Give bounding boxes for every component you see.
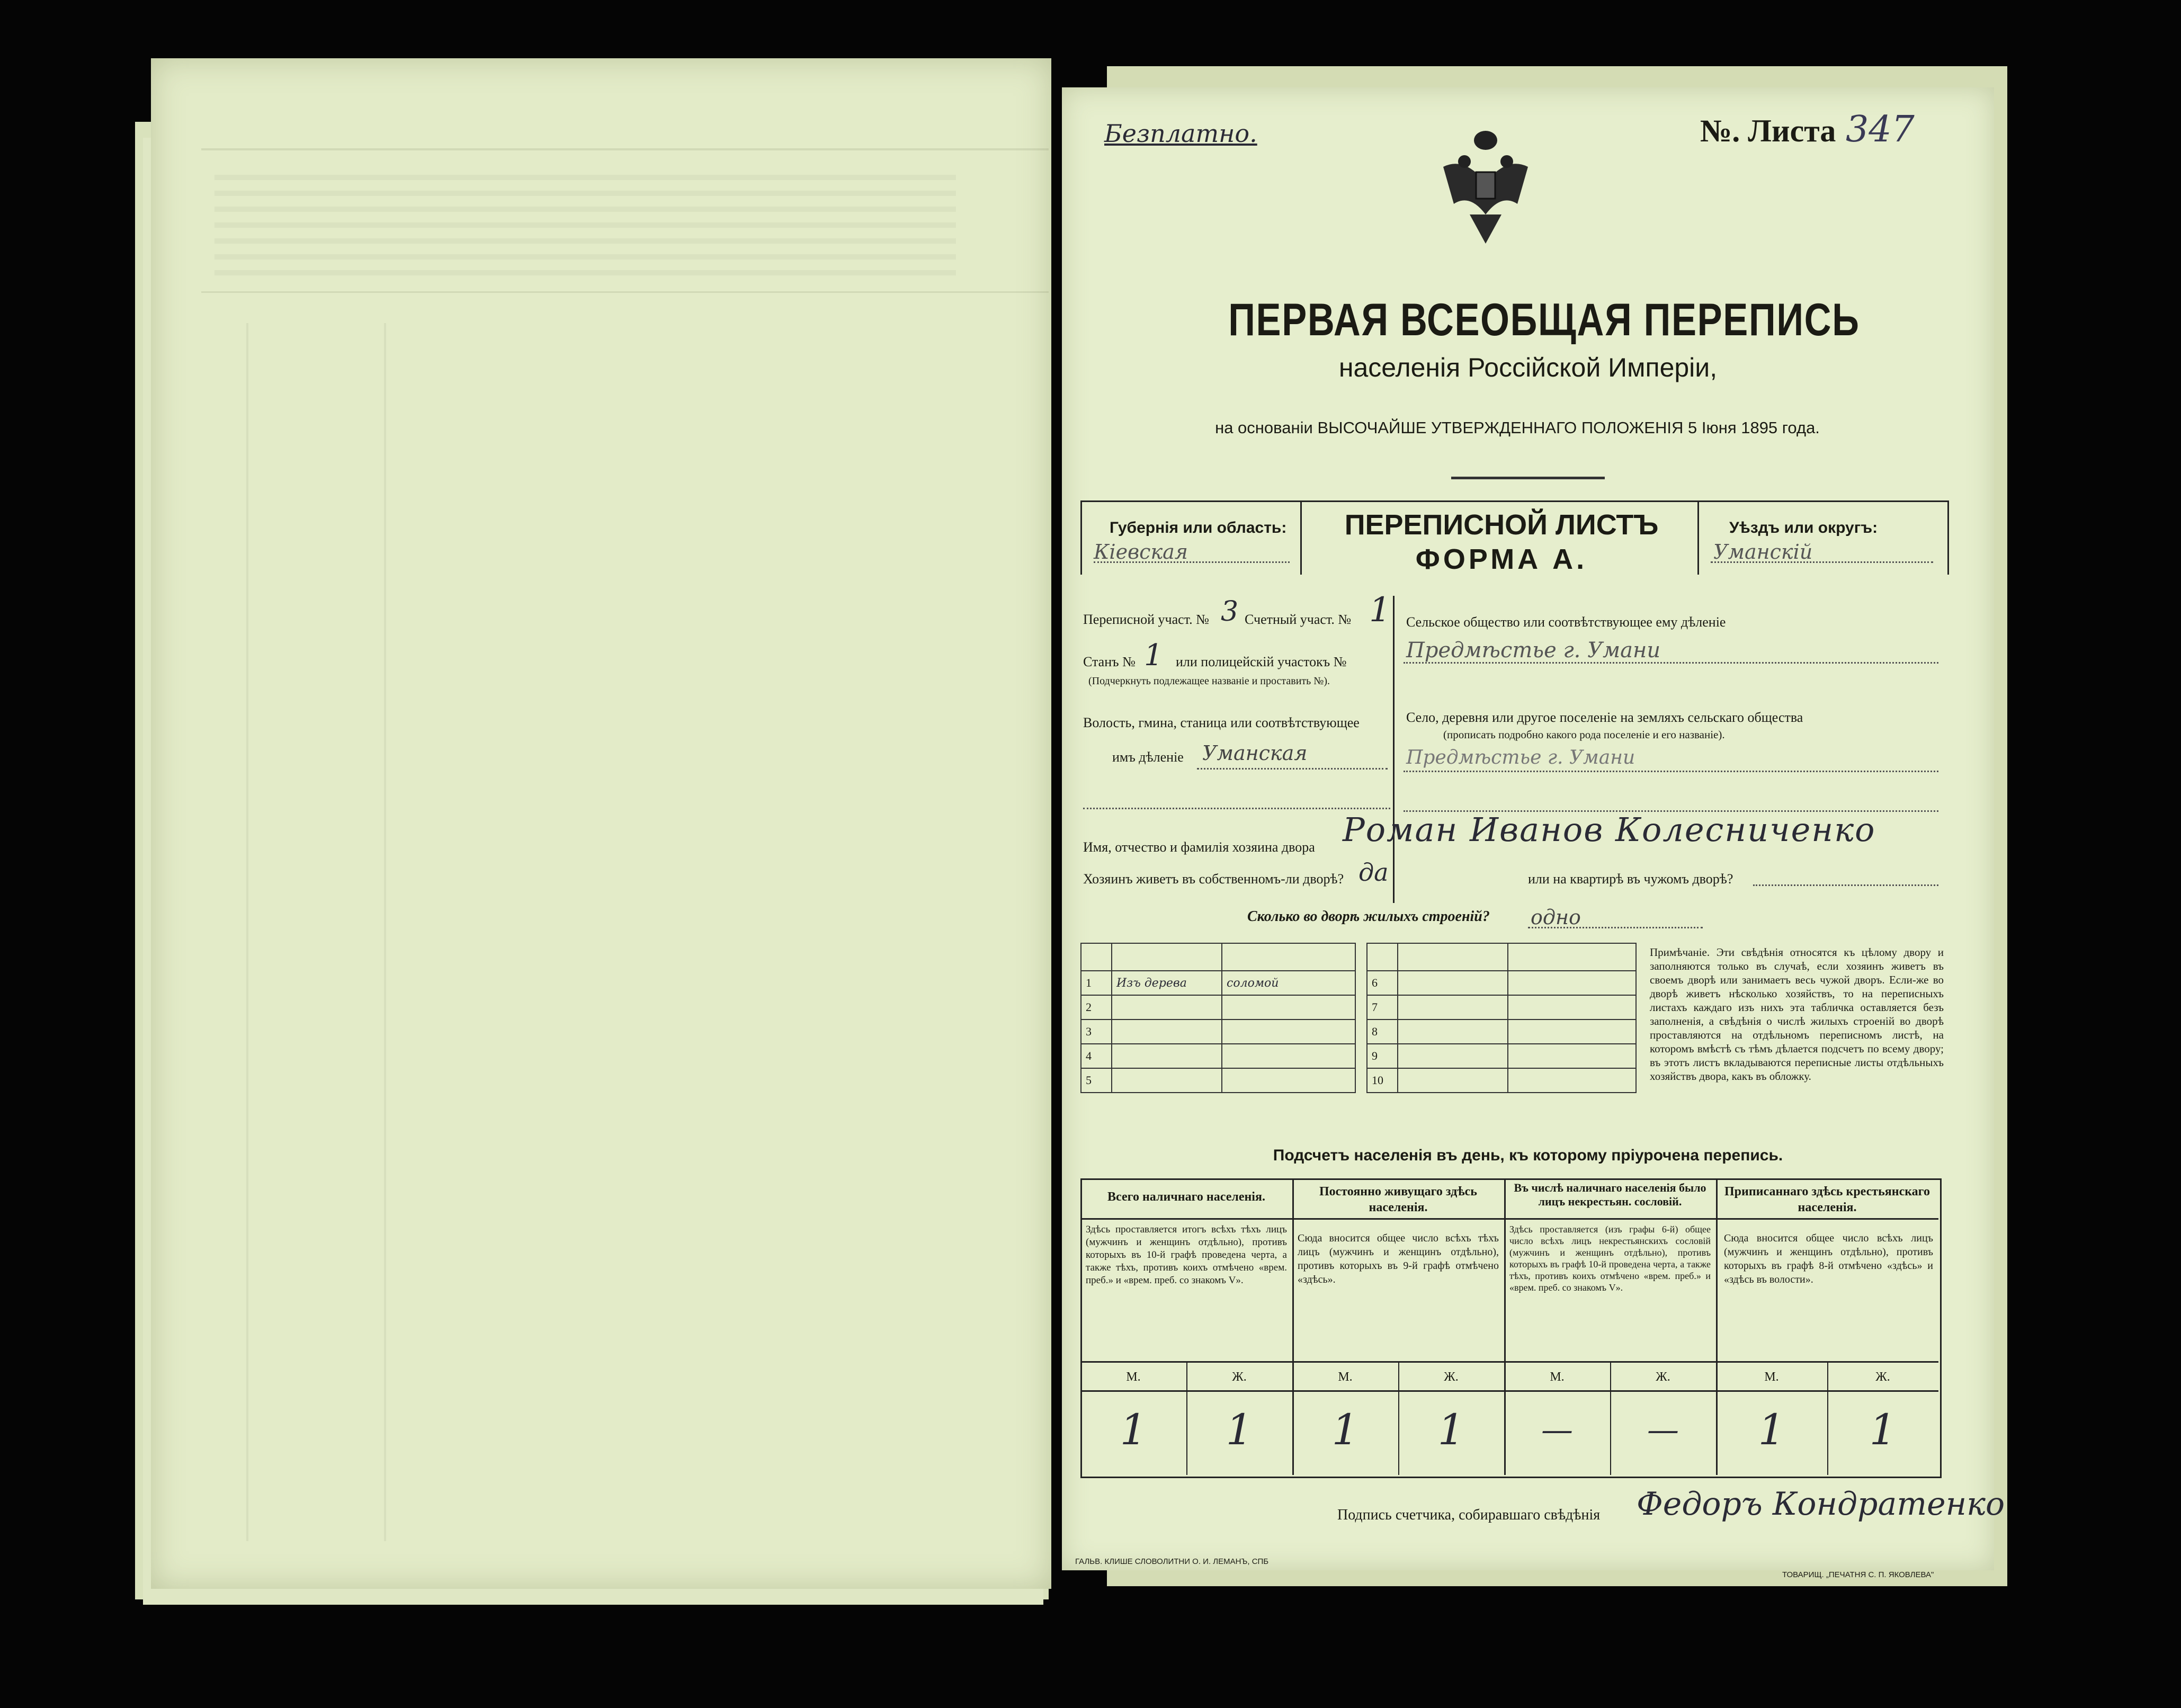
signature-label: Подпись счетчика, собиравшаго свѣдѣнія (1337, 1507, 1601, 1523)
table-row: 9 (1367, 1044, 1636, 1068)
sheet-number-value: 347 (1846, 109, 1915, 150)
pop-resident-f: 1 (1437, 1405, 1465, 1454)
village-note: (прописать подробно какого рода поселеніе и его названіе). (1443, 728, 1725, 741)
district-label: Уѣздъ или округъ: (1729, 519, 1878, 536)
dwelling-table-left (1080, 943, 1356, 1093)
dwelling-table-right (1366, 943, 1637, 1093)
volost-label: Волость, гмина, станица или соотвѣтствующее (1083, 715, 1360, 730)
pop-peasant-f: 1 (1869, 1405, 1897, 1454)
pop-col-2-desc: Сюда вносится общее число всѣхъ тѣхъ лицъ (мужчинъ и женщинъ отдѣльно), противъ которыхъ въ 9-й графѣ отмѣчено «здѣсь». (1298, 1232, 1499, 1285)
f-label: Ж. (1875, 1370, 1890, 1384)
f-label: Ж. (1444, 1370, 1459, 1384)
society-value: Предмѣстье г. Умани (1406, 638, 1661, 663)
table-row: 7 (1367, 995, 1636, 1020)
table-row: 5 (1081, 1068, 1355, 1093)
count-section-label: Счетный участ. № (1245, 612, 1352, 627)
pop-total-m: 1 (1120, 1405, 1147, 1454)
census-form-page (1062, 87, 2005, 1579)
pop-nonpeasant-f: — (1647, 1411, 1679, 1448)
census-section-label: Переписной участ. № (1083, 612, 1209, 627)
village-label: Село, деревня или другое поселеніе на земляхъ сельскаго общества (1406, 710, 1803, 725)
pop-resident-m: 1 (1331, 1405, 1359, 1454)
pop-total-f: 1 (1226, 1405, 1253, 1454)
page-title: ПЕРВАЯ ВСЕОБЩАЯ ПЕРЕПИСЬ (1228, 294, 1860, 345)
province-label: Губернія или область: (1110, 519, 1287, 536)
pop-nonpeasant-m: — (1541, 1411, 1573, 1448)
underline-note: (Подчеркнуть подлежащее названіе и проставить №). (1088, 675, 1330, 687)
subtitle: населенія Россійской Имперіи, (1338, 353, 1718, 382)
pop-col-3-desc: Здѣсь проставляется (изъ графы 6-й) общее число всѣхъ лицъ некрестьянскихъ сословій (мужчинъ и женщинъ отдѣльно), противъ которыхъ въ графѣ 10-й проведена черта, а также тѣхъ, противъ коихъ отмѣчено «врем. преб.» и «врем. преб. со знакомъ V». (1509, 1224, 1711, 1293)
pop-col-1-head: Всего наличнаго населенія. (1107, 1190, 1265, 1204)
census-section-value: 3 (1221, 596, 1239, 628)
pop-col-1-desc: Здѣсь проставляется итогъ всѣхъ тѣхъ лицъ (мужчинъ и женщинъ отдѣльно), противъ которыхъ въ 10-й графѣ проведена черта, а также тѣхъ, противъ коихъ отмѣчено «врем. преб.» и «врем. преб. со знакомъ V». (1086, 1224, 1287, 1286)
m-label: М. (1338, 1370, 1353, 1384)
printer-left: ГАЛЬВ. КЛИШЕ СЛОВОЛИТНИ О. И. ЛЕМАНЪ, СПБ (1075, 1557, 1269, 1566)
police-label: или полицейскій участокъ № (1176, 654, 1347, 669)
province-value: Кіевская (1094, 540, 1188, 564)
pop-col-2-head: Постоянно живущаго здѣсь населенія. (1319, 1185, 1477, 1214)
pop-col-3-head: Въ числѣ наличнаго населенія было лицъ некрестьян. сословій. (1514, 1181, 1706, 1208)
lives-value: да (1358, 858, 1389, 887)
district-value: Уманскій (1713, 540, 1813, 564)
form-title: ПЕРЕПИСНОЙ ЛИСТЪ (1344, 509, 1659, 541)
camp-value: 1 (1144, 638, 1163, 673)
table-row: 8 (1367, 1020, 1636, 1044)
dwelling-note: Примѣчаніе. Эти свѣдѣнія относятся къ цѣлому двору и заполняются только въ случаѣ, если хозяинъ живетъ въ своемъ дворѣ или занимаетъ весь чужой дворъ. Если-же во дворѣ живетъ нѣсколько хозяйствъ, то на переписныхъ листахъ каждаго изъ нихъ эта табличка оставляется безъ заполненія, а свѣдѣнія о числѣ жилыхъ строеній во дворѣ проставляются на отдѣльномъ переписномъ листѣ, на которомъ вмѣстѣ съ тѣмъ дѣлается подсчетъ по всему двору; въ этотъ листъ вкладываются переписные листы отдѣльныхъ хозяйствъ двора, какъ въ обложку. (1650, 946, 1944, 1083)
owner-value: Роман Иванов Колесниченко (1343, 810, 1876, 849)
camp-label: Станъ № (1083, 654, 1136, 669)
ornament-divider (1451, 477, 1605, 479)
eagle-emblem-icon (1433, 124, 1539, 246)
lives-label: Хозяинъ живетъ въ собственномъ-ли дворѣ? (1083, 871, 1344, 887)
sheet-number-label: №. Листа (1700, 113, 1836, 148)
table-row: 2 (1081, 995, 1355, 1020)
buildings-label: Сколько во дворѣ жилыхъ строеній? (1247, 908, 1490, 925)
table-row: 1 Изъ дерева соломой (1081, 971, 1355, 995)
pop-peasant-m: 1 (1758, 1405, 1785, 1454)
free-label: Безплатно. (1104, 119, 1257, 148)
owner-label: Имя, отчество и фамилія хозяина двора (1083, 839, 1315, 855)
buildings-value: одно (1531, 906, 1581, 929)
volost-value: Уманская (1202, 741, 1308, 765)
m-label: М. (1550, 1370, 1565, 1384)
m-label: М. (1126, 1370, 1141, 1384)
table-row: 6 (1367, 971, 1636, 995)
society-label: Сельское общество или соотвѣтствующее ему дѣленіе (1406, 614, 1726, 630)
m-label: М. (1764, 1370, 1779, 1384)
count-section-value: 1 (1369, 591, 1391, 630)
population-title: Подсчетъ населенія въ день, къ которому пріурочена перепись. (1273, 1147, 1783, 1164)
form-type: ФОРМА А. (1415, 543, 1588, 575)
table-row: 10 (1367, 1068, 1636, 1093)
table-row: 4 (1081, 1044, 1355, 1068)
table-row: 3 (1081, 1020, 1355, 1044)
f-label: Ж. (1656, 1370, 1670, 1384)
village-value: Предмѣстье г. Умани (1406, 747, 1635, 768)
left-page (151, 58, 1051, 1589)
pop-col-4-head: Приписаннаго здѣсь крестьянскаго населенія. (1724, 1185, 1930, 1214)
lives-alt-label: или на квартирѣ въ чужомъ дворѣ? (1528, 871, 1733, 887)
pop-col-4-desc: Сюда вносится общее число всѣхъ лицъ (мужчинъ и женщинъ отдѣльно), противъ которыхъ въ графѣ 8-й отмѣчено «здѣсь» и «здѣсь въ волости». (1724, 1232, 1933, 1285)
legal-basis: на основаніи ВЫСОЧАЙШЕ УТВЕРЖДЕННАГО ПОЛОЖЕНІЯ 5 Іюня 1895 года. (1215, 418, 1820, 437)
signature-value: Федоръ Кондратенко (1637, 1486, 2005, 1523)
volost-label-2: имъ дѣленіе (1112, 749, 1184, 765)
printer-right: ТОВАРИЩ. „ПЕЧАТНЯ С. П. ЯКОВЛЕВА" (1782, 1570, 1934, 1579)
f-label: Ж. (1232, 1370, 1247, 1384)
